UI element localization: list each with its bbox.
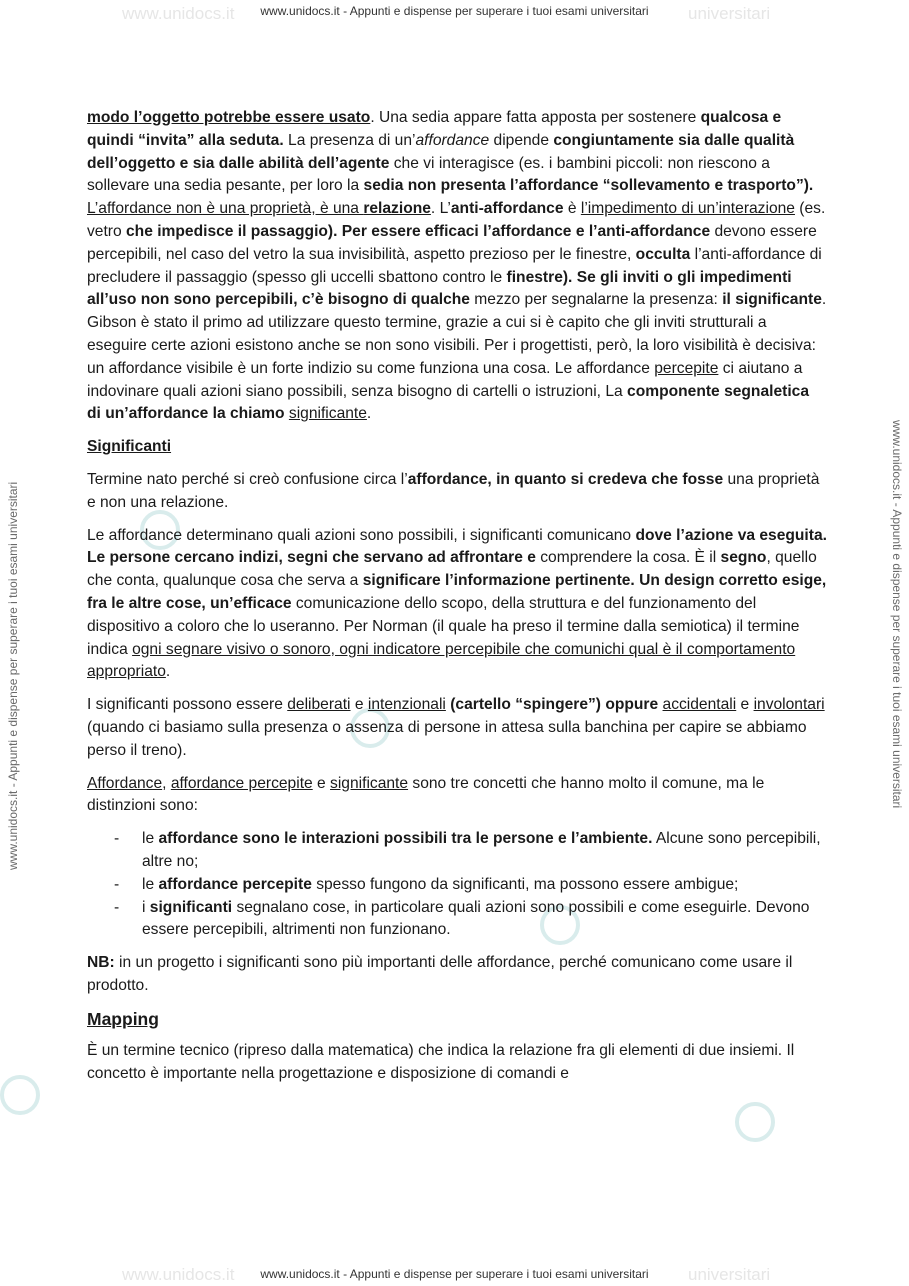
text-run: che vi interagisce (es. i bambini piccoli: non riescono a sollevare una sedia pesante, per loro la — [87, 154, 770, 195]
unidocs-logo-icon — [0, 1075, 40, 1115]
paragraph-significanti-definition — [87, 525, 827, 685]
text-run: Le affordance determinano quali azioni sono possibili, i significanti comunicano — [87, 526, 636, 544]
text-run: relazione — [363, 200, 431, 218]
paragraph-significanti-origin — [87, 469, 827, 515]
text-run: . Gibson è stato il primo ad utilizzare questo termine, grazie a cui si è capito che gli inviti strutturali a eseguire certe azioni esistono anche se non sono visibili. Per i progettisti, però, la loro visibilità è decisiva: un affordance visibile è un forte indizio su come funziona una cosa. Le affordance — [87, 291, 827, 377]
text-run: una proprietà e non una relazione. — [87, 470, 820, 511]
text-run: le — [142, 830, 159, 848]
text-run: mezzo per segnalarne la presenza: — [469, 291, 723, 309]
watermark-footer: www.unidocs.it - Appunti e dispense per superare i tuoi esami universitari — [260, 1267, 649, 1281]
text-run: comprendere la cosa. È il — [535, 549, 721, 567]
text-run: sono le interazioni possibili tra le persone e l’ambiente. — [238, 830, 653, 848]
text-run: comunicazione dello scopo, della struttura e del funzionamento del dispositivo a coloro che lo useranno. Per Norman (il quale ha preso il termine dalla semiotica) il termine indica — [87, 594, 800, 658]
text-run: I significanti possono essere — [87, 696, 288, 714]
text-run: segno — [720, 549, 767, 567]
text-run: affordance percepite — [158, 875, 312, 893]
text-run: l’anti-affordance di precludere il passaggio (spesso gli uccelli sbattono contro le — [87, 245, 822, 286]
text-run: (quando ci basiamo sulla presenza o assenza di persone in attesa sulla banchina per capire se abbiamo perso il treno). — [87, 718, 807, 759]
watermark-ghost-top-right: universitari — [688, 4, 771, 23]
text-run: devono essere percepibili, nel caso del vetro la sua invisibilità, aspetto prezioso per le finestre, — [87, 222, 817, 263]
text-run: affordance percepite — [170, 774, 313, 792]
text-run: . L’ — [430, 200, 451, 218]
text-run: congiuntamente sia dalle qualità dell’oggetto e sia dalle abilità dell’agente — [87, 131, 795, 172]
text-run: spesso fungono da significanti, ma possono essere ambigue; — [311, 875, 739, 893]
text-run: ci aiutano a indovinare quali azioni siano possibili, senza bisogno di cartelli o istruzioni, La — [87, 359, 803, 400]
text-run: Alcune sono percepibili, altre no; — [142, 830, 821, 870]
text-run: che impedisce il passaggio). Per essere efficaci l’affordance e l’anti-affordance — [126, 222, 711, 240]
text-run: intenzionali — [367, 696, 446, 714]
text-run: le — [142, 875, 159, 893]
text-run: percepite — [654, 359, 719, 377]
list-item — [87, 828, 827, 874]
paragraph-affordance — [87, 107, 827, 426]
text-run: e — [312, 774, 331, 792]
list-item — [87, 897, 827, 943]
text-run: Affordance — [87, 774, 163, 792]
text-run: occulta — [635, 245, 691, 263]
paragraph-three-concepts — [87, 773, 827, 819]
text-run: (es. vetro — [87, 200, 826, 240]
paragraph-mapping — [87, 1040, 827, 1086]
text-run: sedia non presenta l’affordance “sollevamento e trasporto”). — [363, 177, 814, 195]
text-run: affordance, in quanto si credeva che fosse — [407, 470, 724, 488]
text-run: significanti — [149, 898, 233, 916]
text-run: . — [366, 405, 372, 423]
text-run: sono tre concetti che hanno molto il comune, ma le distinzioni sono: — [87, 774, 765, 815]
dash-bullet: - — [114, 830, 120, 848]
text-run: significare l’informazione pertinente. Un design corretto esige, fra le altre cose, un’efficace — [87, 572, 827, 612]
text-run: modo l’oggetto potrebbe essere usato — [87, 109, 371, 126]
text-run: (cartello “spingere”) oppure — [445, 696, 659, 714]
text-run: e — [350, 696, 368, 714]
text-run: è — [563, 200, 581, 218]
text-run: dove l’azione va eseguita. Le persone cercano indizi, segni che servano ad affrontare e — [87, 526, 827, 567]
text-run: e — [736, 696, 754, 714]
text-run: ogni segnare visivo o sonoro, ogni indicatore percepibile che comunichi qual è il comportamento appropriato — [87, 640, 796, 681]
watermark-side-right: www.unidocs.it - Appunti e dispense per superare i tuoi esami universitari — [890, 420, 904, 809]
distinctions-list — [87, 828, 827, 942]
text-run: significante — [288, 405, 367, 423]
list-item — [87, 874, 827, 897]
text-run: È un termine tecnico (ripreso dalla matematica) che indica la relazione fra gli elementi di due insiemi. Il concetto è importante nella progettazione e disposizione di comandi e — [87, 1042, 795, 1083]
text-run: segnalano cose, in particolare quali azioni sono possibili e come eseguirle. Devono essere percepibili, altrimenti non funzionano. — [142, 898, 810, 939]
dash-bullet: - — [114, 875, 120, 893]
text-run: è una proprietà, è una — [202, 200, 364, 218]
note-label: NB: — [87, 954, 115, 972]
text-run: L’affordance non — [87, 200, 203, 218]
watermark-ghost-top-left: www.unidocs.it — [122, 4, 235, 23]
text-run: finestre). Se gli inviti o gli impedimenti all’uso non sono percepibili, c’è bisogno di qualche — [87, 268, 792, 309]
text-run: involontari — [753, 696, 825, 714]
document-body — [87, 107, 827, 1096]
text-run: affordance — [158, 830, 239, 848]
text-run: significante — [330, 774, 409, 792]
text-run: in un progetto i significanti sono più importanti delle affordance, perché comunicano come usare il prodotto. — [87, 954, 793, 994]
watermark-side-left: www.unidocs.it - Appunti e dispense per superare i tuoi esami universitari — [6, 481, 20, 870]
text-run: dipende — [489, 131, 554, 149]
watermark-ghost-bottom-left: www.unidocs.it — [122, 1265, 235, 1284]
text-run: i — [142, 898, 150, 916]
text-run: qualcosa e quindi “invita” alla seduta. — [87, 109, 782, 149]
heading-significanti: Significanti — [87, 438, 172, 456]
text-run: accidentali — [662, 696, 737, 714]
text-run: . Una sedia appare fatta apposta per sostenere — [370, 109, 701, 126]
text-run: , — [162, 774, 171, 792]
text-run: , quello che conta, qualunque cosa che serva a — [87, 549, 817, 590]
paragraph-note — [87, 952, 827, 998]
unidocs-logo-icon — [735, 1102, 775, 1142]
text-run: Termine nato perché si creò confusione circa l’ — [87, 470, 408, 488]
text-run: . — [165, 663, 171, 681]
text-run: componente segnaletica di un’affordance la chiamo — [87, 382, 810, 423]
text-run: l’impedimento di un’interazione — [580, 200, 795, 218]
dash-bullet: - — [114, 898, 120, 916]
watermark-header: www.unidocs.it - Appunti e dispense per superare i tuoi esami universitari — [260, 4, 649, 18]
text-run: La presenza di un’ — [283, 131, 416, 149]
text-run: affordance — [415, 131, 490, 149]
text-run: anti-affordance — [450, 200, 564, 218]
text-run: il significante — [722, 291, 822, 309]
heading-mapping: Mapping — [87, 1008, 159, 1029]
watermark-ghost-bottom-right: universitari — [688, 1265, 771, 1284]
paragraph-significanti-types — [87, 694, 827, 762]
text-run: deliberati — [287, 696, 351, 714]
